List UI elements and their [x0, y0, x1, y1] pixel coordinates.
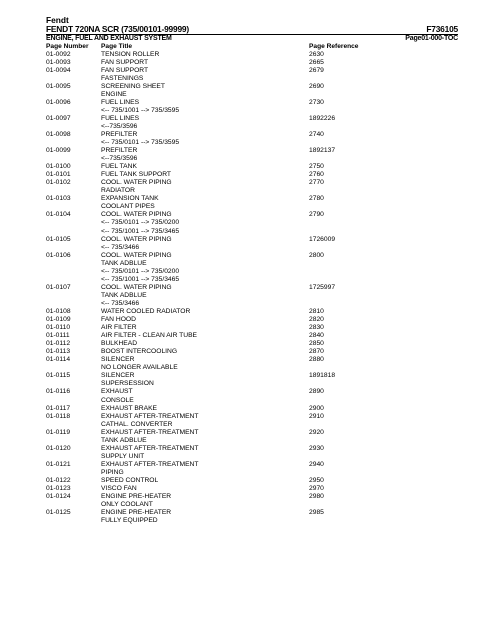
page-reference: 2730	[309, 98, 324, 106]
toc-row	[46, 179, 458, 195]
page-number: 01-0104	[46, 211, 71, 219]
page-number: 01-0101	[46, 171, 71, 179]
page-title-line: SUPERSESSION	[101, 380, 154, 388]
page-reference: 1725997	[309, 283, 336, 291]
page-title-line: COOL. WATER PIPING	[101, 235, 172, 243]
toc-row	[46, 147, 458, 163]
page-title	[101, 340, 309, 348]
page-reference: 2690	[309, 82, 324, 90]
page-title-line: SPEED CONTROL	[101, 476, 159, 484]
toc-row	[46, 131, 458, 147]
toc-row	[46, 284, 458, 308]
toc-row	[46, 372, 458, 388]
page-title-line: COOL. WATER PIPING	[101, 179, 172, 187]
page-title	[101, 485, 309, 493]
page-title	[101, 236, 309, 252]
brand-name: Fendt	[46, 15, 69, 25]
column-header	[46, 43, 458, 51]
page-number: 01-0125	[46, 509, 71, 517]
page-title-line: SILENCER	[101, 356, 135, 364]
page-reference: 2800	[309, 251, 324, 259]
page-title-line: EXHAUST AFTER-TREATMENT	[101, 460, 199, 468]
page-number: 01-0102	[46, 179, 71, 187]
page-title	[101, 147, 309, 163]
toc-row	[46, 316, 458, 324]
page-title	[101, 284, 309, 308]
page-title-line: TANK ADBLUE	[101, 259, 147, 267]
page-reference: 2780	[309, 195, 324, 203]
page-title-line: WATER COOLED RADIATOR	[101, 308, 191, 315]
doc-code: F736105	[426, 24, 458, 34]
page-reference: 2760	[309, 171, 324, 179]
page-title-line: FAN SUPPORT	[101, 58, 149, 66]
page-title	[101, 316, 309, 324]
page-title-line: AIR FILTER - CLEAN AIR TUBE	[101, 332, 197, 340]
toc-row	[46, 99, 458, 115]
page-title	[101, 83, 309, 99]
page-reference: 2665	[309, 58, 324, 66]
page-title-line: FUEL LINES	[101, 98, 140, 106]
page-number: 01-0103	[46, 195, 71, 203]
toc-row	[46, 485, 458, 493]
toc-row	[46, 445, 458, 461]
page-reference: 2980	[309, 493, 324, 501]
page-title-line: ENGINE PRE-HEATER	[101, 493, 172, 501]
section-row	[46, 35, 458, 43]
page-title-line: NO LONGER AVAILABLE	[101, 364, 178, 372]
page-title	[101, 115, 309, 131]
page-title	[101, 348, 309, 356]
toc-row	[46, 340, 458, 348]
page-reference: 2810	[309, 308, 324, 315]
page-reference: 2820	[309, 316, 324, 324]
toc-row	[46, 236, 458, 252]
page-title-line: <-- 735/1001 --> 735/3465	[101, 275, 180, 283]
page-number: 01-0107	[46, 283, 71, 291]
page-number: 01-0097	[46, 114, 71, 122]
page-title	[101, 388, 309, 404]
page-title-line: SILENCER	[101, 372, 135, 380]
page-number: 01-0108	[46, 308, 71, 315]
page-title	[101, 509, 309, 525]
page-title-line: <-- 735/0101 --> 735/3595	[101, 139, 180, 147]
page-number: 01-0096	[46, 98, 71, 106]
page-title-line: FULLY EQUIPPED	[101, 517, 158, 525]
toc-row	[46, 115, 458, 131]
model-title: FENDT 720NA SCR (735/00101-99999)	[46, 24, 189, 34]
toc-row	[46, 388, 458, 404]
page-title-line: CATHAL. CONVERTER	[101, 420, 173, 428]
page-title-line: SCREENING SHEET	[101, 82, 165, 90]
page-reference: 2930	[309, 444, 324, 452]
page-number: 01-0123	[46, 485, 71, 493]
page-number: 01-0117	[46, 404, 71, 412]
page-number: 01-0109	[46, 316, 71, 324]
page-number: 01-0111	[46, 332, 70, 340]
page-reference: 2900	[309, 404, 324, 412]
page-title	[101, 59, 309, 67]
toc-row	[46, 493, 458, 509]
page-number: 01-0095	[46, 82, 71, 90]
page-title	[101, 332, 309, 340]
page-reference: 2920	[309, 428, 324, 436]
page-title-line: AIR FILTER	[101, 324, 137, 332]
page-number: 01-0100	[46, 163, 71, 171]
toc-row	[46, 324, 458, 332]
page-reference-code: Page01-000-TOC	[405, 35, 458, 42]
page-title-line: <-- 735/0101 --> 735/0200	[101, 267, 180, 275]
page-title	[101, 356, 309, 372]
page-title-line: FAN SUPPORT	[101, 66, 149, 74]
page-number: 01-0120	[46, 444, 71, 452]
page-number: 01-0113	[46, 348, 71, 356]
page-title	[101, 99, 309, 115]
page-title-line: PREFILTER	[101, 130, 138, 138]
page-reference: 2985	[309, 509, 324, 517]
page-title	[101, 372, 309, 388]
page-number: 01-0119	[46, 428, 71, 436]
page-title-line: COOL. WATER PIPING	[101, 211, 172, 219]
page-title-line: EXHAUST AFTER-TREATMENT	[101, 412, 199, 420]
page-title-line: FAN HOOD	[101, 316, 136, 324]
page-title	[101, 163, 309, 171]
toc-row	[46, 211, 458, 235]
toc-row	[46, 308, 458, 316]
toc-row	[46, 51, 458, 59]
toc-row	[46, 59, 458, 67]
page-title-line: <-- 735/3466	[101, 243, 140, 251]
page-title-line: ONLY COOLANT	[101, 501, 153, 509]
toc-row	[46, 509, 458, 525]
page-title-line: COOL. WATER PIPING	[101, 251, 172, 259]
page-number: 01-0099	[46, 147, 71, 155]
page-title-line: EXPANSION TANK	[101, 195, 159, 203]
page-title-line: FASTENINGS	[101, 74, 144, 82]
page-reference: 2750	[309, 163, 324, 171]
page-title-line: RADIATOR	[101, 187, 135, 195]
page-title-line: EXHAUST	[101, 388, 133, 396]
page-number: 01-0094	[46, 66, 71, 74]
page-number: 01-0124	[46, 493, 71, 501]
page-number: 01-0118	[46, 412, 71, 420]
page-title	[101, 67, 309, 83]
page-number: 01-0114	[46, 356, 71, 364]
toc-row	[46, 429, 458, 445]
page-reference: 1891818	[309, 372, 336, 380]
page-title-line: EXHAUST AFTER-TREATMENT	[101, 428, 199, 436]
page-title	[101, 461, 309, 477]
page-number: 01-0122	[46, 476, 71, 484]
page-title-line: PREFILTER	[101, 147, 138, 155]
document-page	[46, 16, 458, 525]
page-title	[101, 252, 309, 284]
section-title: ENGINE, FUEL AND EXHAUST SYSTEM	[46, 35, 172, 42]
page-title-line: <--735/3596	[101, 122, 138, 130]
page-reference: 2630	[309, 50, 324, 58]
page-reference: 2679	[309, 66, 324, 74]
toc-row	[46, 356, 458, 372]
page-title	[101, 179, 309, 195]
page-number: 01-0112	[46, 340, 71, 348]
page-title	[101, 308, 309, 316]
page-title-line: VISCO FAN	[101, 485, 137, 493]
toc-row	[46, 348, 458, 356]
page-reference: 1892226	[309, 114, 336, 122]
page-title-line: <-- 735/1001 --> 735/3595	[101, 106, 180, 114]
page-reference: 2880	[309, 356, 324, 364]
page-title-line: FUEL TANK	[101, 163, 137, 171]
toc-list	[46, 51, 458, 526]
page-title-line: TANK ADBLUE	[101, 291, 147, 299]
page-title	[101, 493, 309, 509]
page-title	[101, 324, 309, 332]
page-title	[101, 51, 309, 59]
page-reference: 2790	[309, 211, 324, 219]
page-reference: 2840	[309, 332, 324, 340]
page-reference: 2770	[309, 179, 324, 187]
page-reference: 2890	[309, 388, 324, 396]
page-title	[101, 195, 309, 211]
toc-row	[46, 83, 458, 99]
page-title	[101, 445, 309, 461]
page-reference: 2740	[309, 130, 324, 138]
page-number: 01-0093	[46, 58, 71, 66]
page-title	[101, 429, 309, 445]
page-title	[101, 413, 309, 429]
page-reference: 1892137	[309, 147, 336, 155]
toc-row	[46, 405, 458, 413]
toc-row	[46, 332, 458, 340]
page-title-line: BOOST INTERCOOLING	[101, 348, 178, 356]
page-reference: 2950	[309, 476, 324, 484]
page-title	[101, 405, 309, 413]
page-reference: 2850	[309, 340, 324, 348]
page-title-line: <-- 735/0101 --> 735/0200	[101, 219, 180, 227]
toc-row	[46, 195, 458, 211]
page-title-line: BULKHEAD	[101, 340, 138, 348]
page-number: 01-0116	[46, 388, 71, 396]
page-reference: 1726009	[309, 235, 336, 243]
page-title-line: EXHAUST AFTER-TREATMENT	[101, 444, 199, 452]
page-title-line: EXHAUST BRAKE	[101, 404, 157, 412]
toc-row	[46, 461, 458, 477]
page-number: 01-0092	[46, 50, 71, 58]
page-title-line: TENSION ROLLER	[101, 50, 160, 58]
page-reference: 2940	[309, 460, 324, 468]
page-number: 01-0121	[46, 460, 71, 468]
title-row	[46, 25, 458, 34]
page-title-line: <--735/3596	[101, 155, 138, 163]
page-number: 01-0115	[46, 372, 71, 380]
page-title-line: FUEL TANK SUPPORT	[101, 171, 171, 179]
page-title	[101, 171, 309, 179]
page-reference: 2830	[309, 324, 324, 332]
page-title-line: <-- 735/1001 --> 735/3465	[101, 227, 180, 235]
page-title-line: SUPPLY UNIT	[101, 452, 145, 460]
page-number: 01-0106	[46, 251, 71, 259]
toc-row	[46, 171, 458, 179]
page-reference: 2970	[309, 485, 324, 493]
page-title	[101, 211, 309, 235]
toc-row	[46, 477, 458, 485]
page-title-line: ENGINE PRE-HEATER	[101, 509, 172, 517]
toc-row	[46, 413, 458, 429]
page-title-line: FUEL LINES	[101, 114, 140, 122]
page-number: 01-0110	[46, 324, 71, 332]
toc-row	[46, 163, 458, 171]
toc-row	[46, 252, 458, 284]
column-page-number: Page Number	[46, 43, 89, 50]
page-title-line: CONSOLE	[101, 396, 134, 404]
column-page-reference: Page Reference	[309, 43, 359, 50]
column-page-title: Page Title	[101, 43, 133, 50]
page-number: 01-0105	[46, 235, 71, 243]
page-title	[101, 131, 309, 147]
page-title-line: COOLANT PIPES	[101, 203, 155, 211]
page-title-line: COOL. WATER PIPING	[101, 283, 172, 291]
page-title	[101, 477, 309, 485]
page-reference: 2910	[309, 412, 324, 420]
page-reference: 2870	[309, 348, 324, 356]
page-number: 01-0098	[46, 130, 71, 138]
page-title-line: <-- 735/3466	[101, 299, 140, 307]
page-title-line: TANK ADBLUE	[101, 436, 147, 444]
page-title-line: PIPING	[101, 468, 124, 476]
page-title-line: ENGINE	[101, 90, 127, 98]
toc-row	[46, 67, 458, 83]
